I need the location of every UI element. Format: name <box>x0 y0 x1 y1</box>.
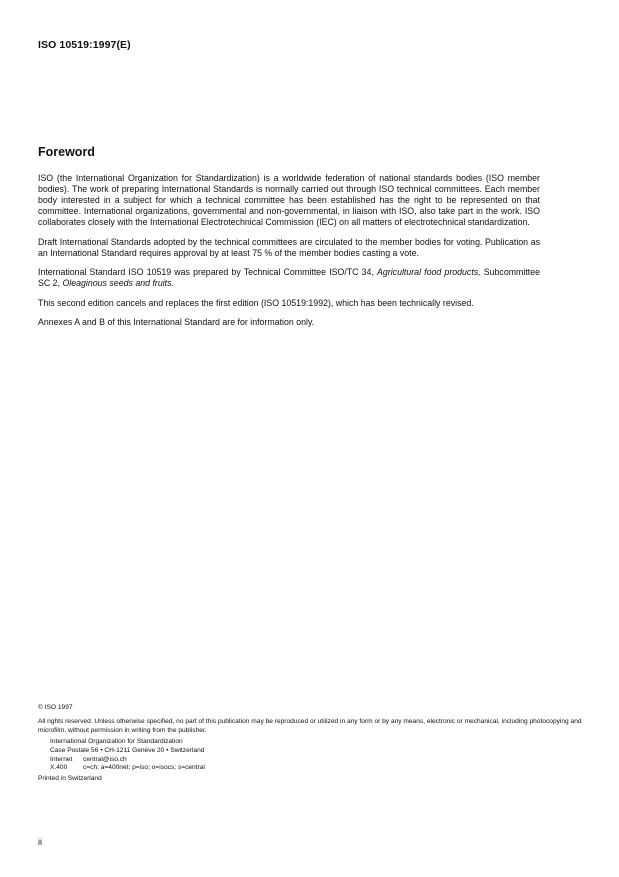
p3-text-c: Subcommittee SC 2, <box>38 267 540 289</box>
rights-statement: All rights reserved. Unless otherwise specified, no part of this publication may be reproduced or utilized in any form or by any means, electronic or mechanical, including photocopying and microfilm, without permission in writing from the publisher. <box>38 717 582 734</box>
publisher-postal: Case Postale 56 • CH-1211 Genève 20 • Switzerland <box>50 746 205 754</box>
document-id-header: ISO 10519:1997(E) <box>38 39 131 51</box>
foreword-paragraph-1: ISO (the International Organization for Standardization) is a worldwide federation of national standards bodies (ISO member bodies). The work of preparing International Standards is normally carried out through ISO technical committees. Each member body interested in a subject for which a technical committee has been established has the right to be represented on that committee. International organizations, governmental and non-governmental, in liaison with ISO, also take part in the work. ISO collaborates closely with the International Electrotechnical Commission (IEC) on all matters of electrotechnical standardization. <box>38 173 540 228</box>
publisher-org: International Organization for Standardization <box>50 737 183 745</box>
page-number: ii <box>38 837 42 847</box>
x400-row <box>50 764 583 773</box>
copyright-notice: © ISO 1997 <box>38 704 73 711</box>
foreword-title: Foreword <box>38 145 95 159</box>
foreword-paragraph-2: Draft International Standards adopted by the technical committees are circulated to the member bodies for voting. Publication as an International Standard requires approval by at least 75 % of the member bodies casting a vote. <box>38 236 540 258</box>
internet-value: central@iso.ch <box>83 755 127 763</box>
p3-committee-name: Agricultural food products, <box>377 267 481 278</box>
foreword-body <box>38 173 540 337</box>
x400-label: X.400 <box>50 764 68 772</box>
p3-text-a: International Standard ISO 10519 was prepared by Technical Committee ISO/TC 34, <box>38 267 378 278</box>
printed-in: Printed in Switzerland <box>38 775 102 783</box>
foreword-paragraph-4: This second edition cancels and replaces the first edition (ISO 10519:1992), which has been technically revised. <box>38 297 474 308</box>
publisher-address <box>38 738 583 774</box>
foreword-paragraph-3 <box>38 267 540 289</box>
internet-label: Internet <box>50 755 73 763</box>
p3-subcommittee-name: Oleaginous seeds and fruits. <box>62 278 174 289</box>
x400-value: c=ch; a=400net; p=iso; o=isocs; s=central <box>83 764 205 772</box>
copyright-block <box>38 704 583 784</box>
internet-row <box>50 756 583 765</box>
foreword-paragraph-5: Annexes A and B of this International Standard are for information only. <box>38 317 315 328</box>
